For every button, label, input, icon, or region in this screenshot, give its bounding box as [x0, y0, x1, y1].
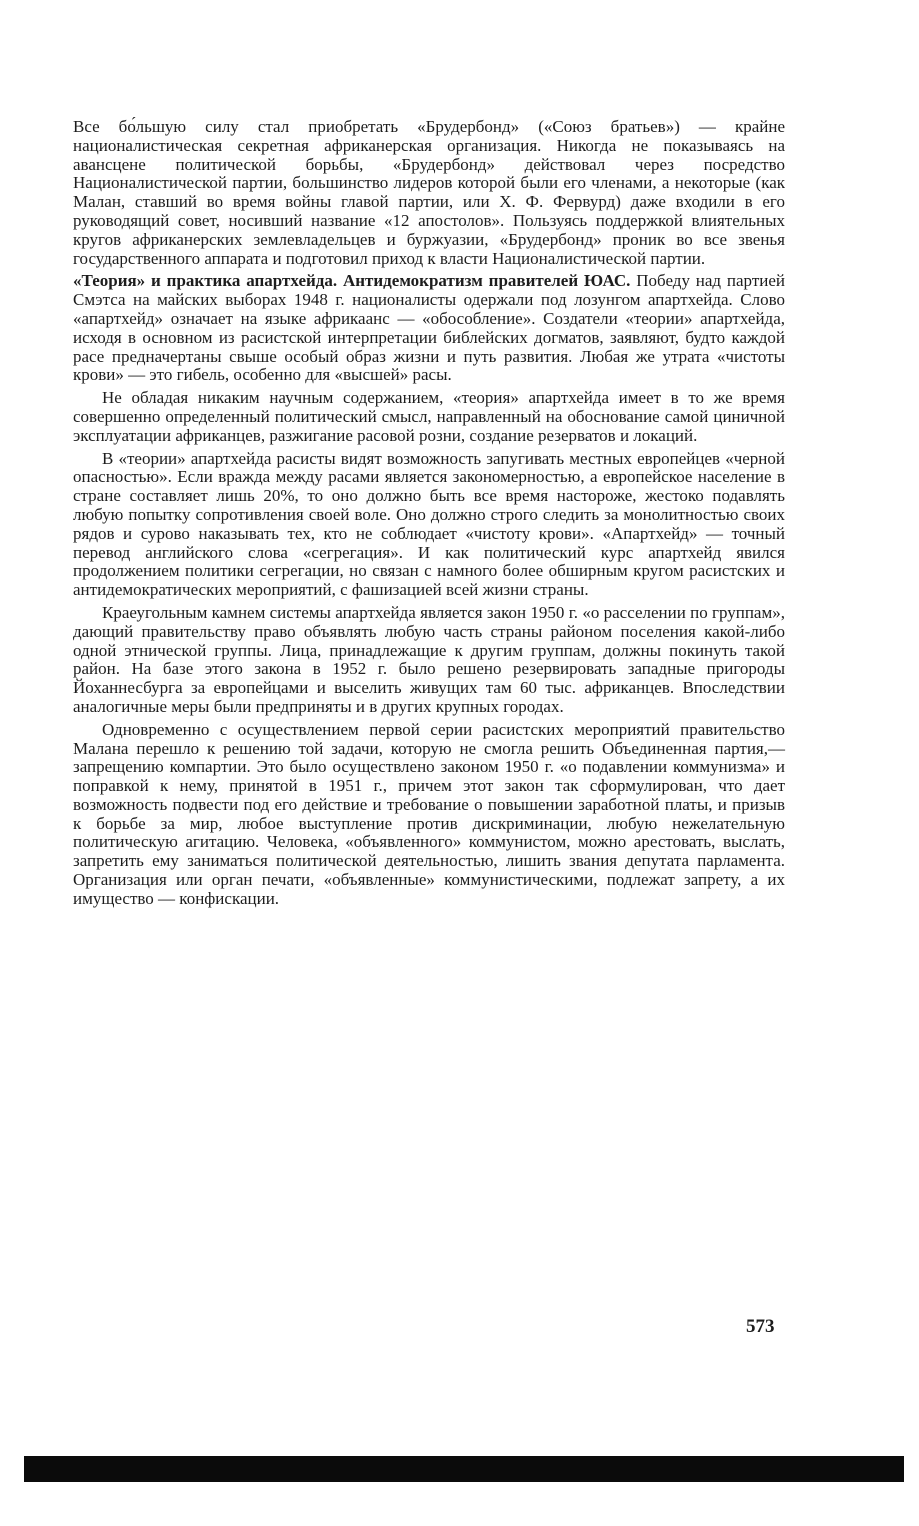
body-text	[73, 118, 785, 909]
paragraph-text: Все бо́льшую силу стал приобретать «Брудербонд» («Союз братьев») — крайне националистическая секретная африканерская организация. Никогда не показываясь на авансцене политической борьбы, «Брудербонд» действовал через посредство Националистической партии, большинство лидеров которой были его членами, а некоторые (как Малан, ставший во время войны главой партии, или Х. Ф. Фервурд) даже входили в его руководящий совет, носивший название «12 апостолов». Пользуясь поддержкой влиятельных кругов африканерских землевладельцев и буржуазии, «Брудербонд» проник во все звенья государственного аппарата и подготовил приход к власти Националистической партии.	[73, 117, 785, 268]
paragraph-brudebond	[73, 118, 785, 268]
paragraph-black-danger	[73, 450, 785, 600]
paragraph-group-areas-act	[73, 604, 785, 717]
paragraph-suppression-of-communism	[73, 721, 785, 909]
paragraph-political-meaning	[73, 389, 785, 445]
scan-border-bar	[24, 1456, 904, 1482]
paragraph-apartheid-theory	[73, 272, 785, 385]
page-number: 573	[746, 1316, 775, 1337]
paragraph-text: Одновременно с осуществлением первой серии расистских мероприятий правительство Малана перешло к решению той задачи, которую не смогла решить Объединенная партия,— запрещению компартии. Это было осуществлено законом 1950 г. «о подавлении коммунизма» и поправкой к нему, принятой в 1951 г., причем этот закон так сформулирован, что дает возможность подвести под его действие и требование о повышении заработной платы, и призыв к борьбе за мир, любое выступление против дискриминации, любую нежелательную политическую агитацию. Человека, «объявленного» коммунистом, можно арестовать, выслать, запретить ему заниматься политической деятельностью, лишить звания депутата парламента. Организация или орган печати, «объявленные» коммунистическими, подлежат запрету, а их имущество — конфискации.	[73, 719, 785, 908]
paragraph-text: Не обладая никаким научным содержанием, «теория» апартхейда имеет в то же время совершенно определенный политический смысл, направленный на обоснование самой циничной эксплуатации африканцев, разжигание расовой розни, создание резерватов и локаций.	[73, 388, 785, 445]
section-heading: «Теория» и практика апартхейда. Антидемократизм правителей ЮАС.	[73, 271, 631, 291]
paragraph-text: В «теории» апартхейда расисты видят возможность запугивать местных европейцев «черной опасностью». Если вражда между расами является закономерностью, а европейское население в стране составляет лишь 20%, то оно должно быть все время настороже, жестоко подавлять любую попытку сопротивления своей воле. Оно должно строго следить за монолитностью своих рядов и сурово наказывать тех, кто не соблюдает «чистоту крови». «Апартхейд» — точный перевод английского слова «сегрегация». И как политический курс апартхейд явился продолжением политики сегрегации, но связан с намного более обширным кругом расистских и антидемократических мероприятий, с фашизацией всей жизни страны.	[73, 448, 785, 600]
paragraph-text: Краеугольным камнем системы апартхейда является закон 1950 г. «о расселении по группам», дающий правительству право объявлять любую часть страны районом поселения какой-либо одной этнической группы. Лица, принадлежащие к другим группам, должны покинуть такой район. На базе этого закона в 1952 г. было решено резервировать западные пригороды Йоханнесбурга за европейцами и выселить живущих там 60 тыс. африканцев. Впоследствии аналогичные меры были предприняты и в других крупных городах.	[73, 602, 785, 716]
paragraph-text: Победу над партией Смэтса на майских выборах 1948 г. националисты одержали под лозунгом апартхейда. Слово «апартхейд» означает на языке африкаанс — «обособление». Создатели «теории» апартхейда, исходя в основном из расистской интерпретации библейских догматов, заявляют, будто каждой расе предначертаны свыше особый образ жизни и путь развития. Любая же утрата «чистоты крови» — это гибель, особенно для «высшей» расы.	[73, 271, 785, 385]
